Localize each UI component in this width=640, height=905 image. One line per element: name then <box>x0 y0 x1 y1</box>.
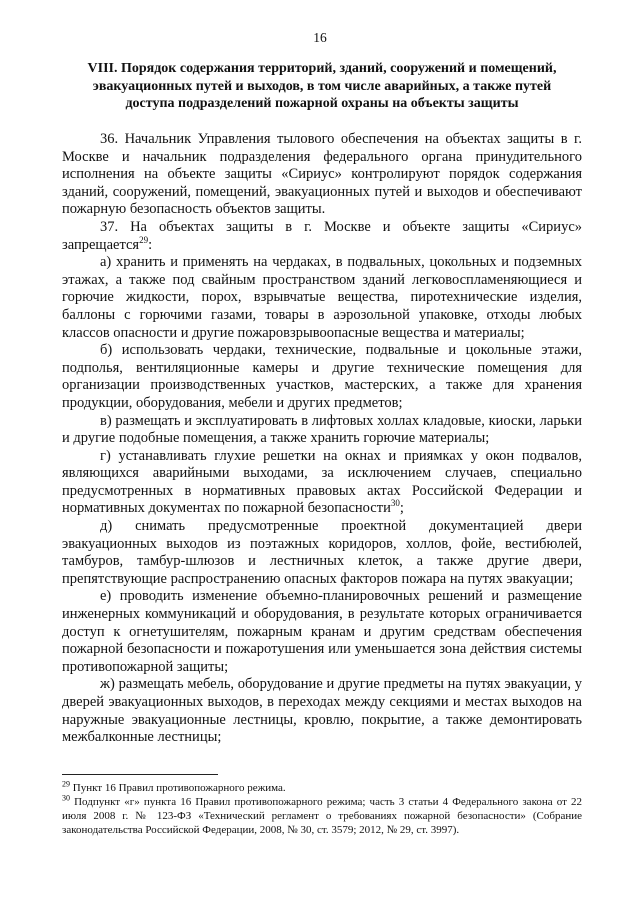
section-title <box>62 60 582 113</box>
footnote-30 <box>62 795 582 837</box>
footnotes <box>62 781 582 837</box>
document-body <box>62 131 582 747</box>
list-item-g-text: г) устанавливать глухие решетки на окнах и приямках у окон подвалов, являющихся аварийными выходами, за исключением случаев, специально предусмотренных в нормативных правовых актах Российской Федерации и нормативных документах по пожарной безопасности <box>62 447 582 517</box>
footnote-text: Подпункт «г» пункта 16 Правил противопожарного режима; часть 3 статьи 4 Федерального закона от 22 июля 2008 г. № 123-ФЗ «Технический регламент о требованиях пожарной безопасности» (Собрание законодательства Российской Федерации, 2008, № 30, ст. 3579; 2012, № 29, ст. 3997). <box>62 796 582 836</box>
footnote-separator <box>62 774 218 775</box>
list-item-e: е) проводить изменение объемно-планировочных решений и размещение инженерных коммуникаций и оборудования, в результате которых ограничивается доступ к огнетушителям, пожарным кранам и другим средствам обеспечения пожарной безопасности и пожаротушения или уменьшается зона действия системы противопожарной защиты; <box>62 588 582 675</box>
footnote-ref-29[interactable]: 29 <box>139 234 149 245</box>
section-title-line: эвакуационных путей и выходов, в том числе аварийных, а также путей <box>92 78 552 94</box>
list-item-g-tail: ; <box>399 500 404 517</box>
section-title-line: доступа подразделений пожарной охраны на объекты защиты <box>125 96 519 111</box>
section-title-line: VIII. Порядок содержания территорий, зданий, сооружений и помещений, <box>87 61 557 76</box>
paragraph-37 <box>62 219 582 254</box>
list-item-zh: ж) размещать мебель, оборудование и другие предметы на путях эвакуации, у дверей эвакуационных выходов, в переходах между секциями и местах выходов на наружные эвакуационные лестницы, кровлю, покрытие, а также демонтировать межбалконные лестницы; <box>62 676 582 746</box>
list-item-a: а) хранить и применять на чердаках, в подвальных, цокольных и подземных этажах, а также под свайным пространством зданий легковоспламеняющиеся и горючие жидкости, порох, взрывчатые вещества, пиротехнические изделия, баллоны с горючими газами, товары в аэрозольной упаковке, отходы любых классов опасности и другие пожаровзрывоопасные вещества и материалы; <box>62 254 582 341</box>
page-number: 16 <box>313 30 327 45</box>
footnote-text: Пункт 16 Правил противопожарного режима. <box>70 782 286 794</box>
footnote-ref-30[interactable]: 30 <box>390 498 400 509</box>
list-item-d: д) снимать предусмотренные проектной документацией двери эвакуационных выходов из поэтажных коридоров, холлов, фойе, вестибюлей, тамбуров, тамбур-шлюзов и лестничных клеток, а также другие двери, препятствующие распространению опасных факторов пожара на путях эвакуации; <box>62 518 582 587</box>
list-item-b: б) использовать чердаки, технические, подвальные и цокольные этажи, подполья, вентиляционные камеры и другие технические помещения для организации производственных участков, мастерских, а также для хранения продукции, оборудования, мебели и других предметов; <box>62 342 582 411</box>
footnote-mark: 30 <box>62 793 70 803</box>
paragraph-37-tail: : <box>148 236 153 253</box>
paragraph-36: 36. Начальник Управления тылового обеспечения на объектах защиты в г. Москве и начальник подразделения федерального органа принудительного исполнения на объекте защиты «Сириус» контролируют порядок содержания зданий, сооружений, помещений, эвакуационных путей и выходов и обеспечивают пожарную безопасность объектов защиты. <box>62 131 582 218</box>
footnote-29 <box>62 781 582 795</box>
list-item-v: в) размещать и эксплуатировать в лифтовых холлах кладовые, киоски, ларьки и другие подобные помещения, а также хранить горючие материалы; <box>62 412 582 447</box>
footnote-mark: 29 <box>62 779 70 789</box>
list-item-g <box>62 448 582 518</box>
paragraph-37-text: 37. На объектах защиты в г. Москве и объекте защиты «Сириус» запрещается <box>62 218 582 253</box>
